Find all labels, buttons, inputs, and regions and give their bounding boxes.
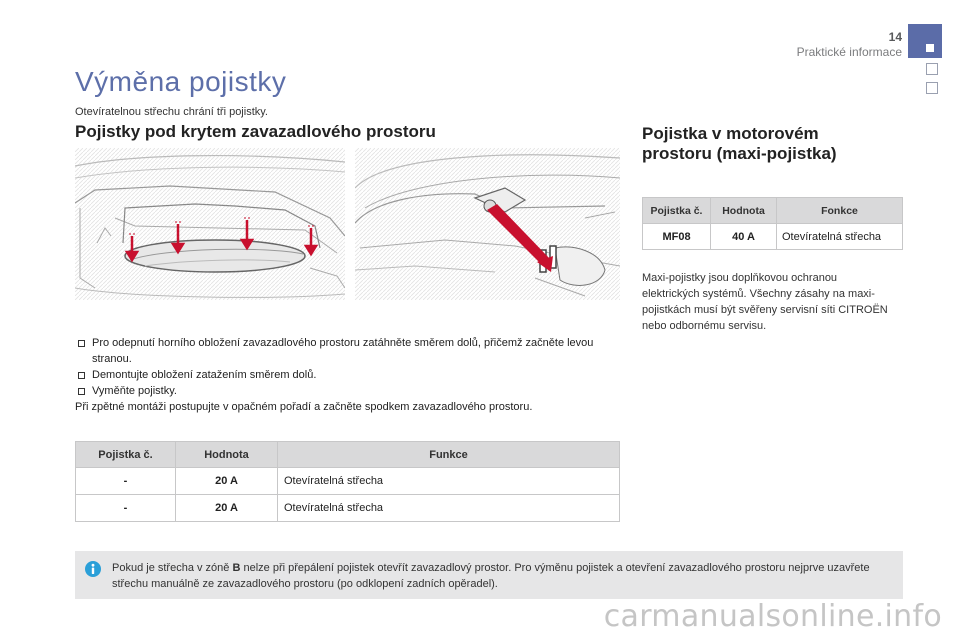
chapter-tab-empty-2[interactable] — [926, 82, 938, 94]
watermark: carmanualsonline.info — [603, 599, 942, 634]
section-heading-trunk-fuses: Pojistky pod krytem zavazadlového prostoru — [75, 122, 436, 141]
instructions — [75, 335, 620, 415]
section-label: Praktické informace — [796, 45, 902, 59]
instruction-item — [75, 335, 620, 367]
section-heading-engine-fuse: Pojistka v motorovém prostoru (maxi-pojistka) — [642, 124, 837, 163]
table-row — [76, 495, 620, 522]
table-cell-function: Otevíratelná střecha — [278, 495, 620, 522]
page-title: Výměna pojistky — [75, 66, 287, 97]
trunk-trim-illustration — [75, 148, 345, 300]
trunk-fuse-table — [75, 441, 620, 522]
instruction-text: Demontujte obložení zatažením směrem dolů. — [92, 369, 317, 381]
zone-label: B — [232, 562, 241, 574]
column-header: Fonkce — [777, 198, 903, 224]
reassembly-note: Při zpětné montáži postupujte v opačném pořadí a začněte spodkem zavazadlového prostoru. — [75, 401, 533, 413]
column-header: Hodnota — [711, 198, 777, 224]
column-header: Pojistka č. — [76, 442, 176, 468]
table-cell-function: Otevíratelná střecha — [777, 224, 903, 250]
checkbox-bullet-icon — [78, 372, 85, 379]
column-header: Funkce — [278, 442, 620, 468]
info-text-start: Pokud je střecha v zóně — [112, 562, 233, 574]
checkbox-bullet-icon — [78, 340, 85, 347]
table-cell-fuse-number: - — [76, 495, 176, 522]
maxi-fuse-description: Maxi-pojistky jsou doplňkovou ochranou elektrických systémů. Všechny zásahy na maxi-pojistkách musí být svěřeny servisní síti CITROËN nebo odbornému servisu. — [642, 272, 888, 332]
info-text — [112, 560, 892, 592]
table-cell-fuse-number: MF08 — [643, 224, 711, 250]
page-subtitle: Otevíratelnou střechu chrání tři pojistky. — [75, 106, 268, 118]
column-header: Hodnota — [176, 442, 278, 468]
table-cell-function: Otevíratelná střecha — [278, 468, 620, 495]
instruction-text: Pro odepnutí horního obložení zavazadlového prostoru zatáhněte směrem dolů, přičemž začněte levou stranou. — [92, 337, 594, 365]
table-header-row — [76, 442, 620, 468]
table-cell-rating: 20 A — [176, 495, 278, 522]
info-box — [75, 551, 903, 599]
instruction-text: Vyměňte pojistky. — [92, 385, 177, 397]
info-text-end: nelze při přepálení pojistek otevřít zavazadlový prostor. Pro výměnu pojistek a otevření zavazadlového prostoru nejprve uzavřete střechu manuálně ze zavazadlového prostoru (po odklopení zadních opěradel). — [112, 562, 870, 590]
chapter-tab-empty-1[interactable] — [926, 63, 938, 75]
table-cell-fuse-number: - — [76, 468, 176, 495]
column-header: Pojistka č. — [643, 198, 711, 224]
maxi-fuse-table — [642, 197, 903, 250]
table-cell-rating: 40 A — [711, 224, 777, 250]
table-row — [643, 224, 903, 250]
engine-compartment-illustration — [355, 148, 620, 300]
chapter-tab-marker-icon — [926, 44, 934, 52]
table-header-row — [643, 198, 903, 224]
table-row — [76, 468, 620, 495]
info-icon — [85, 561, 101, 577]
chapter-tab-active[interactable] — [908, 24, 942, 58]
instruction-item — [75, 383, 620, 399]
page-number: 14 — [888, 30, 902, 44]
table-cell-rating: 20 A — [176, 468, 278, 495]
checkbox-bullet-icon — [78, 388, 85, 395]
instruction-item — [75, 367, 620, 383]
